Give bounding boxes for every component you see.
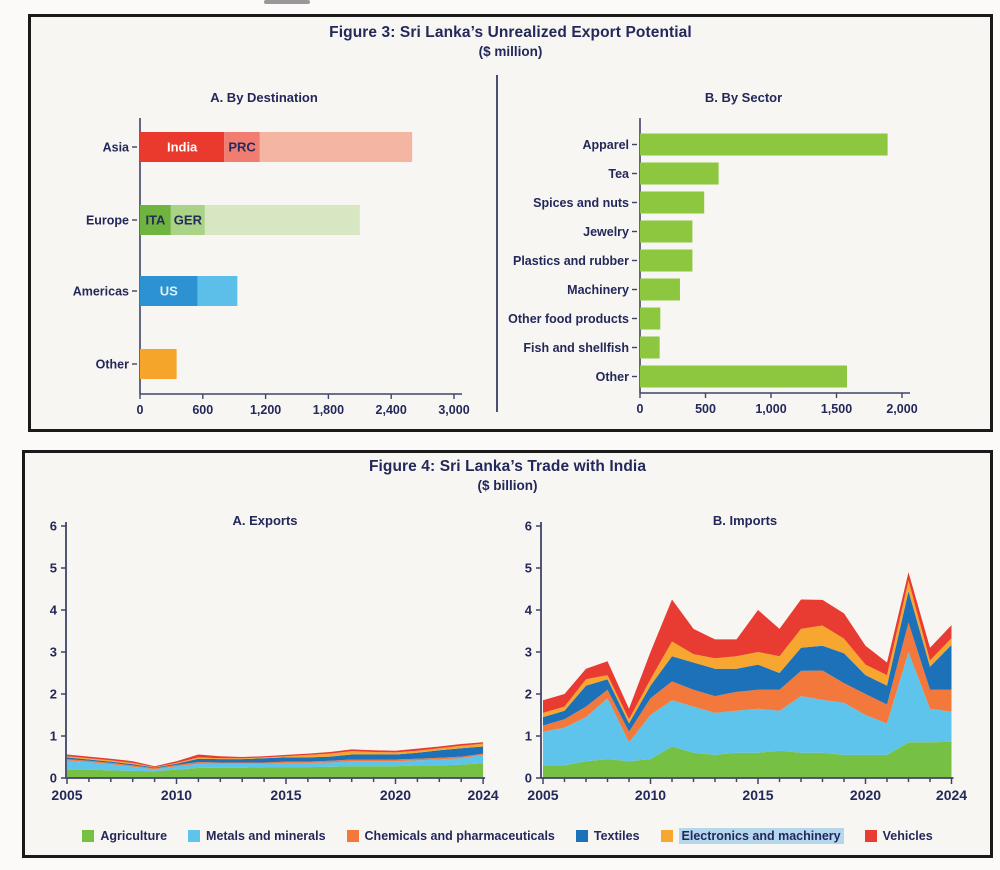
tick-label: 0: [636, 402, 644, 416]
tick-label: 2010: [634, 787, 667, 803]
tick-label: 3: [524, 644, 532, 660]
bar: [640, 366, 847, 388]
tick-label: 2: [49, 686, 57, 702]
legend-item: [661, 828, 844, 844]
legend-swatch-icon: [82, 830, 94, 842]
top-artifact: [264, 0, 310, 4]
legend-swatch-icon: [865, 830, 877, 842]
category-label: Asia: [102, 140, 129, 155]
bar: [640, 134, 888, 156]
tick-label: 2005: [51, 787, 83, 803]
tick-label: 2015: [742, 787, 774, 803]
category-label: Jewelry: [583, 225, 629, 239]
legend-label: Textiles: [593, 829, 640, 843]
category-label: Tea: [608, 167, 629, 181]
bar: [640, 221, 692, 243]
segment-label: ITA: [145, 212, 166, 228]
tick-label: 2015: [270, 787, 302, 803]
tick-label: 3: [49, 644, 57, 660]
tick-label: 2024: [935, 787, 968, 803]
tick-label: 1,000: [755, 402, 787, 416]
tick-label: 1,200: [249, 403, 282, 417]
tick-label: 4: [524, 602, 532, 618]
tick-label: 600: [192, 403, 214, 417]
bar: [640, 192, 704, 214]
category-label: Fish and shellfish: [523, 341, 629, 355]
figure4-panel-a-title: A. Exports: [232, 513, 298, 528]
category-label: Americas: [72, 284, 129, 299]
legend-label: Electronics and machinery: [679, 828, 844, 844]
figure4-subtitle: ($ billion): [477, 478, 538, 493]
legend-label: Chemicals and pharmaceuticals: [364, 829, 555, 843]
segment-label: US: [159, 283, 178, 299]
bar: [640, 163, 719, 185]
tick-label: 2010: [160, 787, 193, 803]
legend-item: [576, 829, 640, 843]
bar: [640, 250, 692, 272]
bar-segment: [198, 276, 238, 306]
legend-swatch-icon: [576, 830, 588, 842]
tick-label: 2020: [379, 787, 412, 803]
destination-chart: [31, 88, 497, 432]
tick-label: 6: [524, 518, 532, 534]
tick-label: 4: [49, 602, 57, 618]
figure4-panel-b-title: B. Imports: [712, 513, 778, 528]
figure3-title: Figure 3: Sri Lanka’s Unrealized Export Potential: [329, 24, 692, 41]
segment-label: India: [166, 139, 198, 155]
imports-chart: [503, 500, 993, 830]
figure4-box: [22, 450, 993, 858]
tick-label: 0: [136, 403, 144, 417]
tick-label: 500: [695, 402, 716, 416]
tick-label: 1: [524, 728, 532, 744]
legend-swatch-icon: [188, 830, 200, 842]
tick-label: 5: [524, 560, 532, 576]
tick-label: 1,800: [312, 403, 345, 417]
legend-item: [347, 829, 555, 843]
sector-chart: [497, 88, 990, 432]
tick-label: 2,000: [886, 402, 918, 416]
tick-label: 5: [49, 560, 57, 576]
figure3-box: [28, 14, 993, 432]
figure3-subtitle: ($ million): [478, 44, 543, 59]
tick-label: 2024: [467, 787, 499, 803]
figure4-title: Figure 4: Sri Lanka’s Trade with India: [368, 458, 647, 475]
legend-swatch-icon: [661, 830, 673, 842]
category-label: Other: [95, 357, 129, 372]
tick-label: 3,000: [438, 403, 470, 417]
tick-label: 1: [49, 728, 57, 744]
bar-segment: [140, 349, 177, 379]
segment-label: PRC: [228, 139, 256, 155]
tick-label: 2005: [527, 787, 559, 803]
category-label: Other: [595, 370, 629, 384]
category-label: Apparel: [582, 138, 629, 152]
category-label: Machinery: [567, 283, 629, 297]
legend-item: [865, 829, 933, 843]
tick-label: 0: [524, 770, 532, 786]
tick-label: 2,400: [375, 403, 407, 417]
category-label: Plastics and rubber: [512, 254, 629, 268]
tick-label: 2: [524, 686, 532, 702]
bar: [640, 308, 660, 330]
tick-label: 2020: [849, 787, 882, 803]
figure4-legend: [25, 828, 990, 844]
legend-item: [188, 829, 326, 843]
bar-segment: [205, 205, 360, 235]
bar-segment: [260, 132, 412, 162]
category-label: Europe: [85, 213, 129, 228]
category-label: Spices and nuts: [533, 196, 629, 210]
bar: [640, 279, 680, 301]
legend-label: Vehicles: [882, 829, 933, 843]
legend-swatch-icon: [347, 830, 359, 842]
legend-item: [82, 829, 167, 843]
category-label: Other food products: [508, 312, 629, 326]
bar: [640, 337, 660, 359]
segment-label: GER: [173, 212, 202, 228]
figure3-panel-a-title: A. By Destination: [210, 90, 318, 105]
tick-label: 6: [49, 518, 57, 534]
figure3-panel-b-title: B. By Sector: [704, 90, 783, 105]
legend-label: Metals and minerals: [206, 829, 326, 843]
tick-label: 1,500: [820, 402, 853, 416]
exports-chart: [25, 500, 511, 830]
tick-label: 0: [49, 770, 57, 786]
legend-label: Agriculture: [100, 829, 168, 843]
